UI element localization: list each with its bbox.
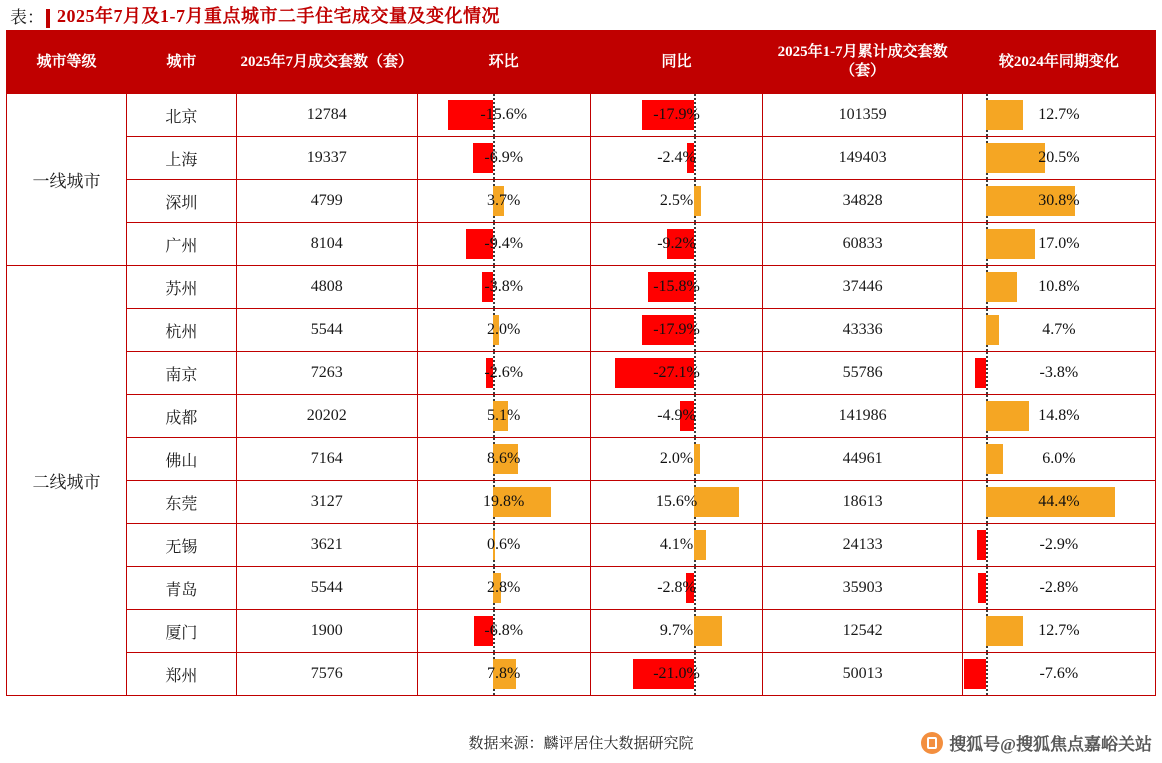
bar-value-label: 7.8% bbox=[487, 665, 521, 682]
july-volume: 7164 bbox=[236, 438, 417, 481]
yoy-cumulative-change-cell bbox=[962, 94, 1155, 137]
bar-value-label: -15.6% bbox=[480, 106, 528, 123]
table-row bbox=[7, 395, 1156, 438]
table-row bbox=[7, 180, 1156, 223]
yoy-change-cell bbox=[590, 137, 763, 180]
yoy-change-cell bbox=[590, 395, 763, 438]
july-volume: 7263 bbox=[236, 352, 417, 395]
table-header-row bbox=[7, 31, 1156, 94]
mom-change-cell bbox=[417, 266, 590, 309]
table-row bbox=[7, 309, 1156, 352]
col-header-july: 2025年7月成交套数（套） bbox=[236, 31, 417, 94]
bar-value-label: -2.8% bbox=[657, 579, 696, 596]
yoy-change-cell bbox=[590, 309, 763, 352]
bar-value-label: 19.8% bbox=[483, 493, 525, 510]
bar-value-label: 2.0% bbox=[659, 450, 694, 467]
bar-value-label: 44.4% bbox=[1038, 493, 1080, 510]
cumulative-volume: 12542 bbox=[763, 610, 962, 653]
july-volume: 12784 bbox=[236, 94, 417, 137]
table-row bbox=[7, 94, 1156, 137]
yoy-cumulative-change-cell bbox=[962, 180, 1155, 223]
cumulative-volume: 149403 bbox=[763, 137, 962, 180]
col-header-mom: 环比 bbox=[417, 31, 590, 94]
bar-value-label: -2.4% bbox=[657, 149, 696, 166]
bar-value-label: -3.8% bbox=[1039, 364, 1079, 381]
bar-value-label: 14.8% bbox=[1038, 407, 1080, 424]
mom-change-cell bbox=[417, 438, 590, 481]
tier-label: 一线城市 bbox=[7, 94, 127, 266]
july-volume: 4799 bbox=[236, 180, 417, 223]
yoy-cumulative-change-cell bbox=[962, 137, 1155, 180]
mom-change-cell bbox=[417, 352, 590, 395]
cumulative-volume: 35903 bbox=[763, 567, 962, 610]
bar-value-label: -2.6% bbox=[484, 364, 524, 381]
bar-value-label: -9.4% bbox=[484, 235, 524, 252]
tier-label: 二线城市 bbox=[7, 266, 127, 696]
mom-change-cell bbox=[417, 524, 590, 567]
bar-value-label: 12.7% bbox=[1038, 622, 1080, 639]
city-name: 成都 bbox=[126, 395, 236, 438]
mom-change-cell bbox=[417, 309, 590, 352]
bar-value-label: -17.9% bbox=[653, 321, 700, 338]
mom-change-cell bbox=[417, 94, 590, 137]
bar-value-label: -4.9% bbox=[657, 407, 696, 424]
bar-value-label: -27.1% bbox=[653, 364, 700, 381]
title-accent-bar bbox=[46, 9, 50, 28]
table-row bbox=[7, 352, 1156, 395]
bar-value-label: 0.6% bbox=[487, 536, 521, 553]
bar-value-label: -6.9% bbox=[484, 149, 524, 166]
bar-value-label: 5.1% bbox=[487, 407, 521, 424]
yoy-cumulative-change-cell bbox=[962, 567, 1155, 610]
bar-value-label: -7.6% bbox=[1039, 665, 1079, 682]
july-volume: 1900 bbox=[236, 610, 417, 653]
table-row bbox=[7, 481, 1156, 524]
cumulative-volume: 50013 bbox=[763, 653, 962, 696]
col-header-tier: 城市等级 bbox=[7, 31, 127, 94]
july-volume: 5544 bbox=[236, 567, 417, 610]
yoy-change-cell bbox=[590, 352, 763, 395]
city-name: 青岛 bbox=[126, 567, 236, 610]
bar-value-label: -9.2% bbox=[657, 235, 696, 252]
watermark-text: 搜狐号@搜狐焦点嘉峪关站 bbox=[949, 735, 1152, 754]
bar-value-label: 20.5% bbox=[1038, 149, 1080, 166]
city-name: 深圳 bbox=[126, 180, 236, 223]
yoy-cumulative-change-cell bbox=[962, 653, 1155, 696]
bar-value-label: 4.7% bbox=[1042, 321, 1076, 338]
bar-value-label: -3.8% bbox=[484, 278, 524, 295]
yoy-cumulative-change-cell bbox=[962, 481, 1155, 524]
yoy-change-cell bbox=[590, 94, 763, 137]
bar-value-label: -2.9% bbox=[1039, 536, 1079, 553]
table-row bbox=[7, 653, 1156, 696]
mom-change-cell bbox=[417, 653, 590, 696]
bar-value-label: 30.8% bbox=[1038, 192, 1080, 209]
yoy-change-cell bbox=[590, 438, 763, 481]
city-name: 厦门 bbox=[126, 610, 236, 653]
cumulative-volume: 24133 bbox=[763, 524, 962, 567]
title-main: 2025年7月及1-7月重点城市二手住宅成交量及变化情况 bbox=[57, 6, 500, 26]
table-row bbox=[7, 223, 1156, 266]
yoy-change-cell bbox=[590, 567, 763, 610]
july-volume: 20202 bbox=[236, 395, 417, 438]
bar-value-label: -15.8% bbox=[653, 278, 700, 295]
bar-value-label: 2.8% bbox=[487, 579, 521, 596]
table-body bbox=[7, 94, 1156, 696]
cumulative-volume: 44961 bbox=[763, 438, 962, 481]
cumulative-volume: 60833 bbox=[763, 223, 962, 266]
mom-change-cell bbox=[417, 567, 590, 610]
yoy-change-cell bbox=[590, 653, 763, 696]
city-name: 广州 bbox=[126, 223, 236, 266]
yoy-change-cell bbox=[590, 223, 763, 266]
watermark bbox=[921, 730, 1152, 755]
cumulative-volume: 18613 bbox=[763, 481, 962, 524]
city-name: 佛山 bbox=[126, 438, 236, 481]
yoy-cumulative-change-cell bbox=[962, 309, 1155, 352]
yoy-cumulative-change-cell bbox=[962, 352, 1155, 395]
sohu-logo-icon bbox=[921, 732, 943, 754]
title-prefix: 表： bbox=[10, 7, 44, 27]
mom-change-cell bbox=[417, 481, 590, 524]
july-volume: 4808 bbox=[236, 266, 417, 309]
mom-change-cell bbox=[417, 137, 590, 180]
source-note: 数据来源：麟评居住大数据研究院 bbox=[468, 736, 694, 752]
city-name: 上海 bbox=[126, 137, 236, 180]
yoy-cumulative-change-cell bbox=[962, 610, 1155, 653]
july-volume: 3127 bbox=[236, 481, 417, 524]
col-header-city: 城市 bbox=[126, 31, 236, 94]
city-name: 杭州 bbox=[126, 309, 236, 352]
july-volume: 19337 bbox=[236, 137, 417, 180]
city-name: 东莞 bbox=[126, 481, 236, 524]
cumulative-volume: 43336 bbox=[763, 309, 962, 352]
yoy-change-cell bbox=[590, 524, 763, 567]
yoy-change-cell bbox=[590, 180, 763, 223]
table-row bbox=[7, 524, 1156, 567]
page-title bbox=[0, 0, 1162, 30]
yoy-cumulative-change-cell bbox=[962, 223, 1155, 266]
table-row bbox=[7, 137, 1156, 180]
yoy-change-cell bbox=[590, 481, 763, 524]
july-volume: 3621 bbox=[236, 524, 417, 567]
cumulative-volume: 141986 bbox=[763, 395, 962, 438]
data-table bbox=[6, 30, 1156, 696]
table-row bbox=[7, 438, 1156, 481]
bar-value-label: -2.8% bbox=[1039, 579, 1079, 596]
table-row bbox=[7, 567, 1156, 610]
yoy-cumulative-change-cell bbox=[962, 395, 1155, 438]
col-header-yoy: 同比 bbox=[590, 31, 763, 94]
yoy-cumulative-change-cell bbox=[962, 438, 1155, 481]
table-row bbox=[7, 266, 1156, 309]
city-name: 苏州 bbox=[126, 266, 236, 309]
bar-value-label: -17.9% bbox=[653, 106, 700, 123]
bar-value-label: 12.7% bbox=[1038, 106, 1080, 123]
mom-change-cell bbox=[417, 180, 590, 223]
bar-value-label: 3.7% bbox=[487, 192, 521, 209]
bar-value-label: 8.6% bbox=[487, 450, 521, 467]
bar-value-label: 2.5% bbox=[659, 192, 694, 209]
yoy-cumulative-change-cell bbox=[962, 266, 1155, 309]
bar-value-label: -6.8% bbox=[484, 622, 524, 639]
table-row bbox=[7, 610, 1156, 653]
bar-value-label: 2.0% bbox=[487, 321, 521, 338]
mom-change-cell bbox=[417, 610, 590, 653]
city-name: 北京 bbox=[126, 94, 236, 137]
bar-value-label: 9.7% bbox=[659, 622, 694, 639]
cumulative-volume: 34828 bbox=[763, 180, 962, 223]
col-header-cum: 2025年1-7月累计成交套数（套） bbox=[763, 31, 962, 94]
yoy-change-cell bbox=[590, 610, 763, 653]
cumulative-volume: 101359 bbox=[763, 94, 962, 137]
yoy-cumulative-change-cell bbox=[962, 524, 1155, 567]
cumulative-volume: 55786 bbox=[763, 352, 962, 395]
bar-value-label: 17.0% bbox=[1038, 235, 1080, 252]
bar-value-label: 15.6% bbox=[655, 493, 698, 510]
col-header-chg: 较2024年同期变化 bbox=[962, 31, 1155, 94]
cumulative-volume: 37446 bbox=[763, 266, 962, 309]
bar-value-label: -21.0% bbox=[653, 665, 700, 682]
july-volume: 8104 bbox=[236, 223, 417, 266]
july-volume: 5544 bbox=[236, 309, 417, 352]
bar-value-label: 6.0% bbox=[1042, 450, 1076, 467]
july-volume: 7576 bbox=[236, 653, 417, 696]
city-name: 无锡 bbox=[126, 524, 236, 567]
city-name: 郑州 bbox=[126, 653, 236, 696]
bar-value-label: 4.1% bbox=[659, 536, 694, 553]
bar-value-label: 10.8% bbox=[1038, 278, 1080, 295]
city-name: 南京 bbox=[126, 352, 236, 395]
yoy-change-cell bbox=[590, 266, 763, 309]
mom-change-cell bbox=[417, 395, 590, 438]
mom-change-cell bbox=[417, 223, 590, 266]
